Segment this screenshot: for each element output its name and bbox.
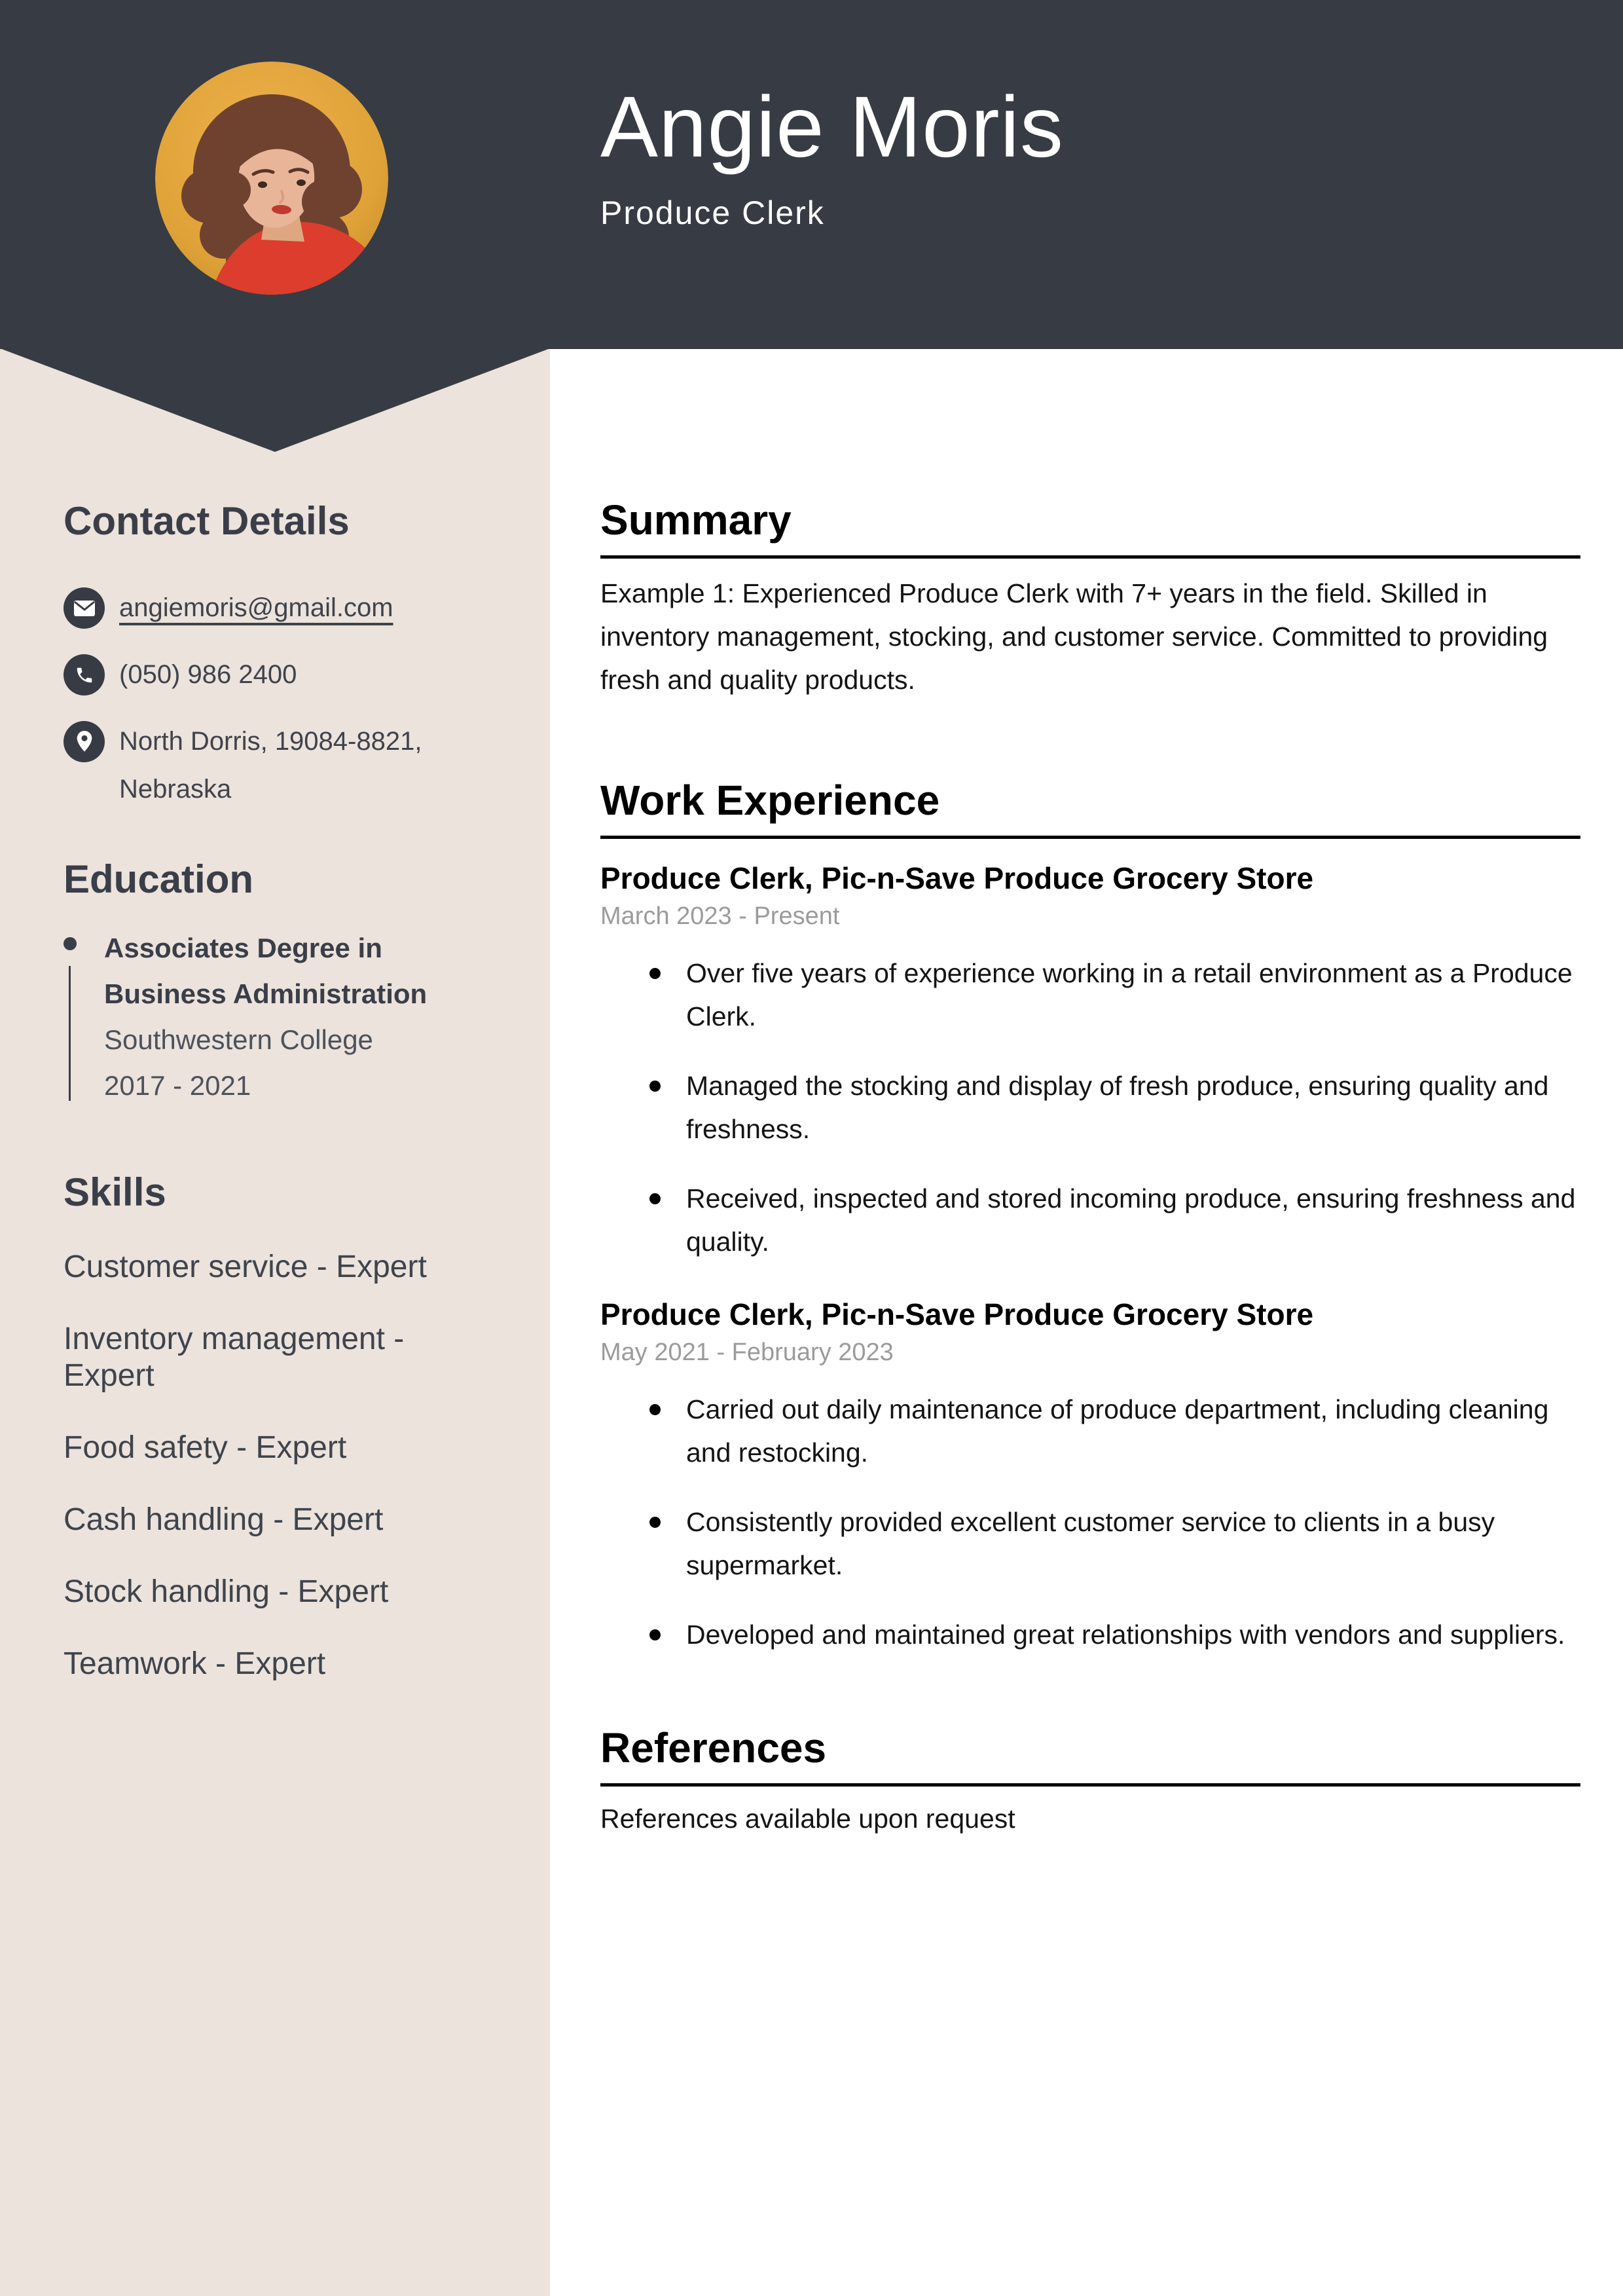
education-degree: Associates Degree in Business Administration bbox=[104, 933, 428, 1009]
education-item bbox=[64, 925, 498, 1109]
work-experience-heading: Work Experience bbox=[600, 774, 1580, 839]
contact-item-phone bbox=[64, 651, 498, 699]
education-bullet-dot bbox=[64, 937, 77, 950]
skills-list bbox=[64, 1249, 498, 1682]
job-bullet-list bbox=[600, 1388, 1580, 1656]
job-title: Produce Clerk, Pic-n-Save Produce Grocery Store bbox=[600, 1297, 1314, 1331]
skills-heading: Skills bbox=[64, 1170, 166, 1214]
job-bullet: Developed and maintained great relationships with vendors and suppliers. bbox=[600, 1613, 1580, 1656]
job-date: May 2021 - February 2023 bbox=[600, 1339, 894, 1366]
references-heading: References bbox=[600, 1722, 1580, 1787]
sidebar bbox=[64, 498, 498, 1718]
contact-item-email bbox=[64, 584, 498, 632]
job-bullet: Received, inspected and stored incoming produce, ensuring freshness and quality. bbox=[600, 1177, 1580, 1263]
person-job-title: Produce Clerk bbox=[600, 194, 825, 231]
main-column bbox=[600, 349, 1580, 1867]
contact-phone-text: (050) 986 2400 bbox=[119, 660, 297, 689]
contact-details-heading: Contact Details bbox=[64, 499, 350, 543]
job-bullet-list bbox=[600, 952, 1580, 1263]
job-bullet: Over five years of experience working in a retail environment as a Produce Clerk. bbox=[600, 952, 1580, 1038]
education-school: Southwestern College bbox=[104, 1024, 373, 1055]
contact-item-location bbox=[64, 718, 498, 813]
email-icon bbox=[64, 587, 105, 629]
profile-photo bbox=[155, 62, 388, 295]
education-timeline-line bbox=[69, 966, 71, 1101]
portrait-illustration bbox=[155, 62, 388, 295]
job-bullet: Managed the stocking and display of fresh produce, ensuring quality and freshness. bbox=[600, 1064, 1580, 1151]
contact-list bbox=[64, 584, 498, 813]
education-heading: Education bbox=[64, 857, 254, 901]
job-date: March 2023 - Present bbox=[600, 902, 840, 930]
education-years: 2017 - 2021 bbox=[104, 1070, 251, 1101]
skill-item: Food safety - Expert bbox=[64, 1430, 347, 1465]
summary-heading: Summary bbox=[600, 494, 1580, 559]
sidebar-chevron bbox=[0, 348, 550, 452]
contact-email-text[interactable] bbox=[119, 584, 393, 632]
job-title: Produce Clerk, Pic-n-Save Produce Grocery Store bbox=[600, 861, 1314, 895]
job-entry-1 bbox=[600, 859, 1580, 1263]
skill-item: Inventory management - Expert bbox=[64, 1322, 405, 1393]
skill-item: Teamwork - Expert bbox=[64, 1646, 326, 1681]
email-link[interactable]: angiemoris@gmail.com bbox=[119, 593, 393, 622]
job-entry-2 bbox=[600, 1295, 1580, 1656]
skill-item: Stock handling - Expert bbox=[64, 1574, 389, 1609]
job-bullet: Consistently provided excellent customer service to clients in a busy supermarket. bbox=[600, 1500, 1580, 1587]
summary-text: Example 1: Experienced Produce Clerk with 7+ years in the field. Skilled in inventory management, stocking, and customer service. Committed to providing fresh and quality products. bbox=[600, 578, 1548, 695]
skill-item: Customer service - Expert bbox=[64, 1250, 427, 1284]
references-text: References available upon request bbox=[600, 1804, 1015, 1834]
location-icon bbox=[64, 721, 105, 762]
job-bullet: Carried out daily maintenance of produce department, including cleaning and restocking. bbox=[600, 1388, 1580, 1474]
phone-icon bbox=[64, 654, 105, 695]
person-name: Angie Moris bbox=[600, 79, 1064, 175]
contact-location-text: North Dorris, 19084-8821, Nebraska bbox=[119, 727, 422, 804]
skill-item: Cash handling - Expert bbox=[64, 1502, 384, 1537]
